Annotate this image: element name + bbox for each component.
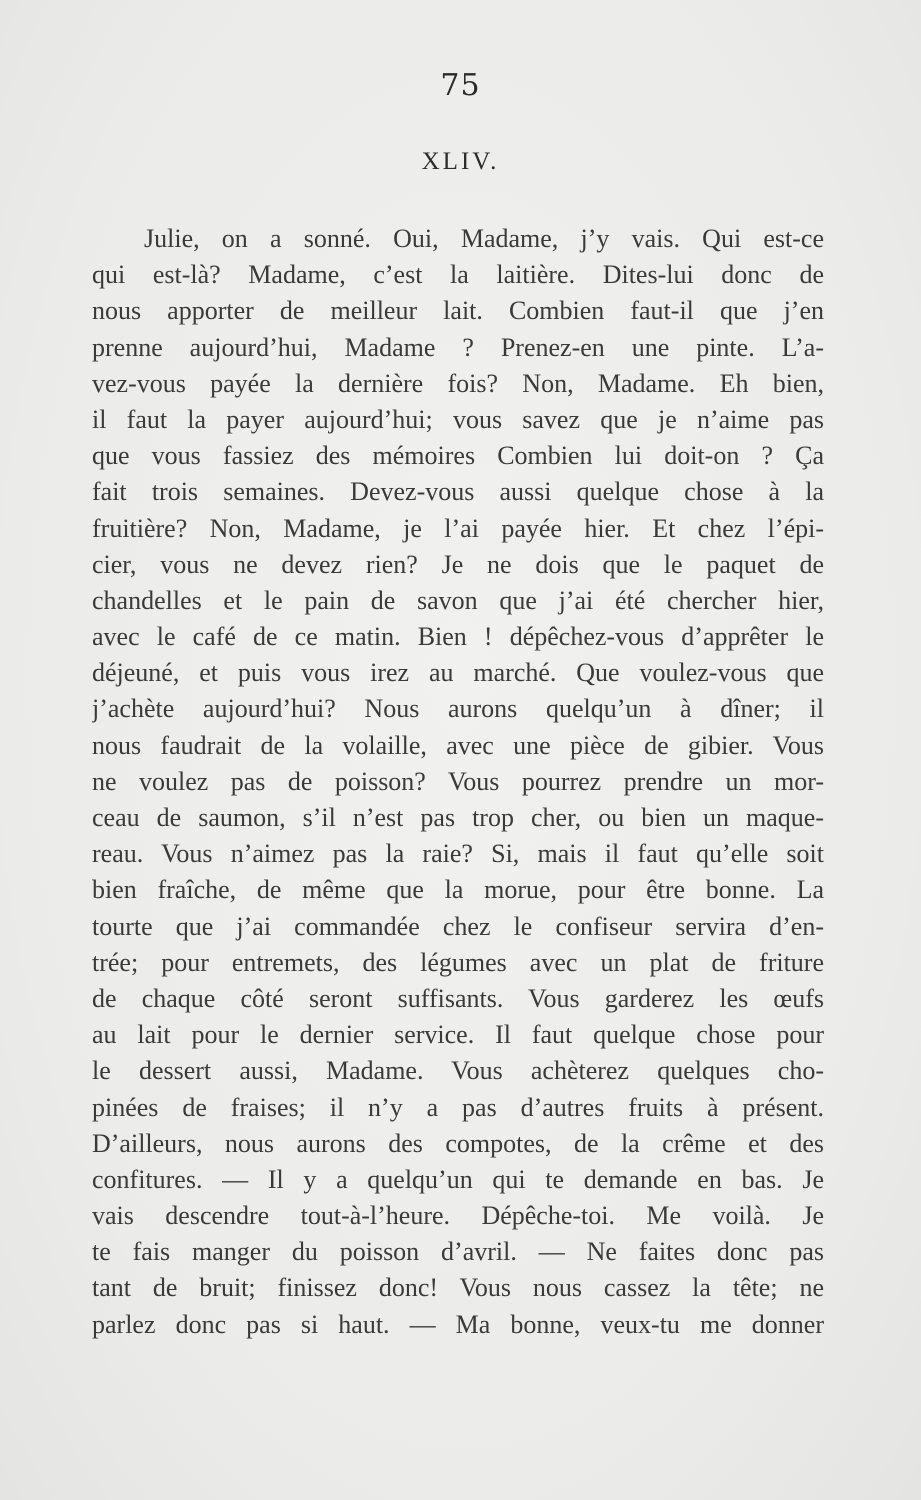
text-line: de chaque côté seront suffisants. Vous garderez les œufs <box>92 983 824 1013</box>
page-number: 75 <box>440 68 481 103</box>
text-line: fruitière? Non, Madame, je l’ai payée hier. Et chez l’épi- <box>92 513 824 543</box>
text-line: ne voulez pas de poisson? Vous pourrez prendre un mor- <box>92 766 824 796</box>
text-line: ceau de saumon, s’il n’est pas trop cher, ou bien un maque- <box>92 803 824 832</box>
text-line: pinées de fraises; il n’y a pas d’autres fruits à présent. <box>92 1092 824 1122</box>
text-line: cier, vous ne devez rien? Je ne dois que le paquet de <box>92 549 824 579</box>
text-line: reau. Vous n’aimez pas la raie? Si, mais il faut qu’elle soit <box>92 839 824 869</box>
text-line: tourte que j’ai commandée chez le confiseur servira d’en- <box>92 911 824 941</box>
text-line: prenne aujourd’hui, Madame ? Prenez-en une pinte. L’a- <box>92 332 824 362</box>
text-line: vez-vous payée la dernière fois? Non, Madame. Eh bien, <box>92 368 824 398</box>
text-line: te fais manger du poisson d’avril. — Ne faites donc pas <box>92 1237 824 1267</box>
text-line: le dessert aussi, Madame. Vous achèterez quelques cho- <box>92 1056 824 1086</box>
text-line: nous apporter de meilleur lait. Combien faut-il que j’en <box>92 296 824 326</box>
text-line: bien fraîche, de même que la morue, pour être bonne. La <box>92 875 824 905</box>
text-line: avec le café de ce matin. Bien ! dépêchez-vous d’apprêter le <box>92 622 824 652</box>
text-line: qui est-là? Madame, c’est la laitière. Dites-lui donc de <box>92 260 824 290</box>
text-line: fait trois semaines. Devez-vous aussi quelque chose à la <box>92 477 824 507</box>
text-line: chandelles et le pain de savon que j’ai été chercher hier, <box>92 585 824 615</box>
text-line: que vous fassiez des mémoires Combien lui doit-on ? Ça <box>92 441 824 471</box>
text-line: parlez donc pas si haut. — Ma bonne, veux-tu me donner <box>92 1309 824 1339</box>
text-line: il faut la payer aujourd’hui; vous savez que je n’aime pas <box>92 404 824 434</box>
chapter-heading: XLIV. <box>421 148 500 175</box>
text-line: tant de bruit; finissez donc! Vous nous cassez la tête; ne <box>92 1273 824 1303</box>
text-line: Julie, on a sonné. Oui, Madame, j’y vais. Qui est-ce <box>144 224 824 253</box>
text-line: vais descendre tout-à-l’heure. Dépêche-toi. Me voilà. Je <box>92 1201 824 1231</box>
text-line: trée; pour entremets, des légumes avec un plat de friture <box>92 947 824 977</box>
text-line: nous faudrait de la volaille, avec une pièce de gibier. Vous <box>92 730 824 760</box>
text-line: déjeuné, et puis vous irez au marché. Que voulez-vous que <box>92 658 824 688</box>
text-line: au lait pour le dernier service. Il faut quelque chose pour <box>92 1020 824 1050</box>
body-paragraph <box>92 221 824 1343</box>
text-line: D’ailleurs, nous aurons des compotes, de la crême et des <box>92 1128 824 1158</box>
text-line: confitures. — Il y a quelqu’un qui te demande en bas. Je <box>92 1164 824 1194</box>
text-line: j’achète aujourd’hui? Nous aurons quelqu’un à dîner; il <box>92 694 824 724</box>
